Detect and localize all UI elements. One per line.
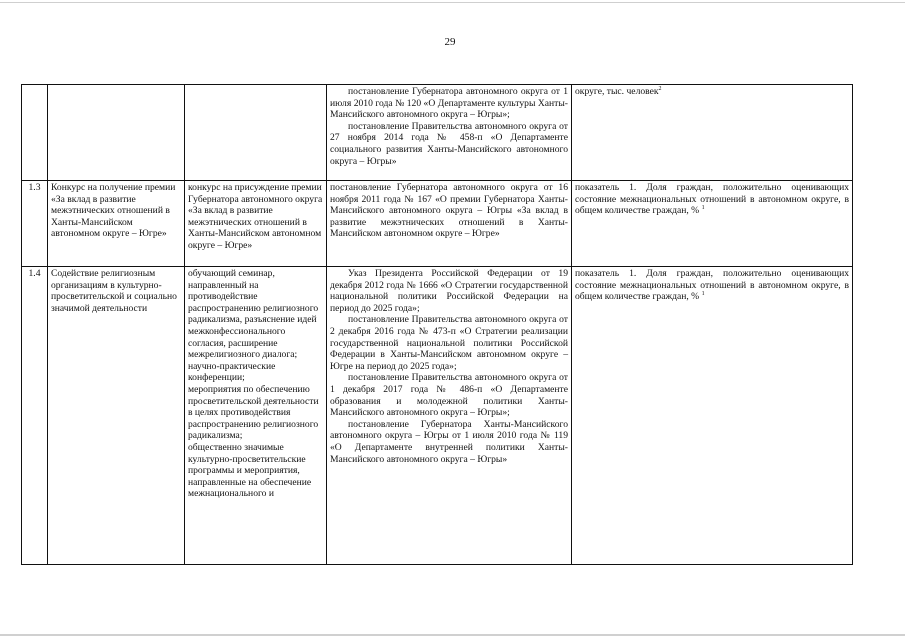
legal-act-item: постановление Правительства автономного округа от 1 декабря 2017 года № 486-п «О Департаменте образования и молодежной политики Ханты-Мансийского автономного округа – Югры»; [330, 372, 568, 419]
legal-act-item: постановление Губернатора автономного округа от 1 июля 2010 года № 120 «О Департаменте культуры Ханты-Мансийского автономного округа – Югры»; [330, 86, 568, 121]
indicator-cell [572, 85, 853, 181]
legal-act-item: постановление Губернатора автономного округа от 16 ноября 2011 года № 167 «О премии Губернатора Ханты-Мансийского автономного округа – Югры «За вклад в развитие межэтнических отношений в Ханты-Мансийском автономном округе – Югре» [330, 182, 568, 240]
event-name-cell [48, 85, 185, 181]
scan-edge-bottom [0, 634, 905, 636]
event-name-cell: Конкурс на получение премии «За вклад в развитие межэтнических отношений в Ханты-Мансийском автономном округе – Югре» [48, 181, 185, 267]
legal-acts-cell [327, 85, 572, 181]
row-number-cell: 1.3 [22, 181, 48, 267]
table-row [22, 85, 853, 181]
activity-item: научно-практические конференции; [188, 360, 276, 384]
table-row [22, 267, 853, 565]
footnote-mark: 1 [701, 291, 705, 297]
indicator-text: показатель 1. Доля граждан, положительно оценивающих состояние межнациональных отношений в автономном округе, в общем количестве граждан, % [575, 182, 849, 217]
legal-acts-cell [327, 267, 572, 565]
legal-act-item: Указ Президента Российской Федерации от 19 декабря 2012 года № 1666 «О Стратегии государственной национальной политики Российской Федерации на период до 2025 года»; [330, 268, 568, 314]
activity-item: обучающий семинар, направленный на противодействие распространению религиозного радикализма, разъяснение идей межконфессионального согласия, расширение межрелигиозного диалога; [188, 268, 319, 361]
footnote-mark: 1 [701, 205, 705, 211]
activity-cell [185, 181, 327, 267]
legal-act-item: постановление Губернатора Ханты-Мансийского автономного округа – Югры от 1 июля 2010 года № 119 «О Департаменте внутренней политики Ханты-Мансийского автономного округа – Югры» [330, 418, 568, 465]
indicator-cell [572, 267, 853, 565]
page-number: 29 [444, 36, 456, 48]
scan-edge-top [0, 2, 905, 3]
activity-item: мероприятия по обеспечению просветительской деятельности в целях противодействия распространению религиозного радикализма; [188, 383, 319, 442]
activity-item: общественно значимые культурно-просветительские программы и мероприятия, направленные на обеспечение межнационального и [188, 441, 312, 500]
activity-cell [185, 267, 327, 565]
indicator-text: округе, тыс. человек [575, 86, 659, 97]
legal-act-item: постановление Правительства автономного округа от 27 ноября 2014 года № 458-п «О Департаменте социального развития Ханты-Мансийского автономного округа – Югры» [330, 120, 568, 167]
footnote-mark: 2 [658, 85, 662, 92]
program-table [21, 84, 853, 565]
table-row [22, 181, 853, 267]
indicator-cell [572, 181, 853, 267]
legal-acts-cell [327, 181, 572, 267]
row-number-cell: 1.4 [22, 267, 48, 565]
row-number-cell [22, 85, 48, 181]
event-name-cell: Содействие религиозным организациям в культурно-просветительской и социально значимой деятельности [48, 267, 185, 565]
legal-act-item: постановление Правительства автономного округа от 2 декабря 2016 года № 473-п «О Стратегии реализации государственной национальной политики Российской Федерации в Ханты-Мансийском автономном округе – Югре на период до 2025 года»; [330, 314, 568, 372]
activity-cell [185, 85, 327, 181]
indicator-text: показатель 1. Доля граждан, положительно оценивающих состояние межнациональных отношений в автономном округе, в общем количестве граждан, % [575, 268, 849, 303]
activity-item: конкурс на присуждение премии Губернатора автономного округа «За вклад в развитие межэтнических отношений в Ханты-Мансийском автономном округе – Югре» [188, 182, 323, 251]
